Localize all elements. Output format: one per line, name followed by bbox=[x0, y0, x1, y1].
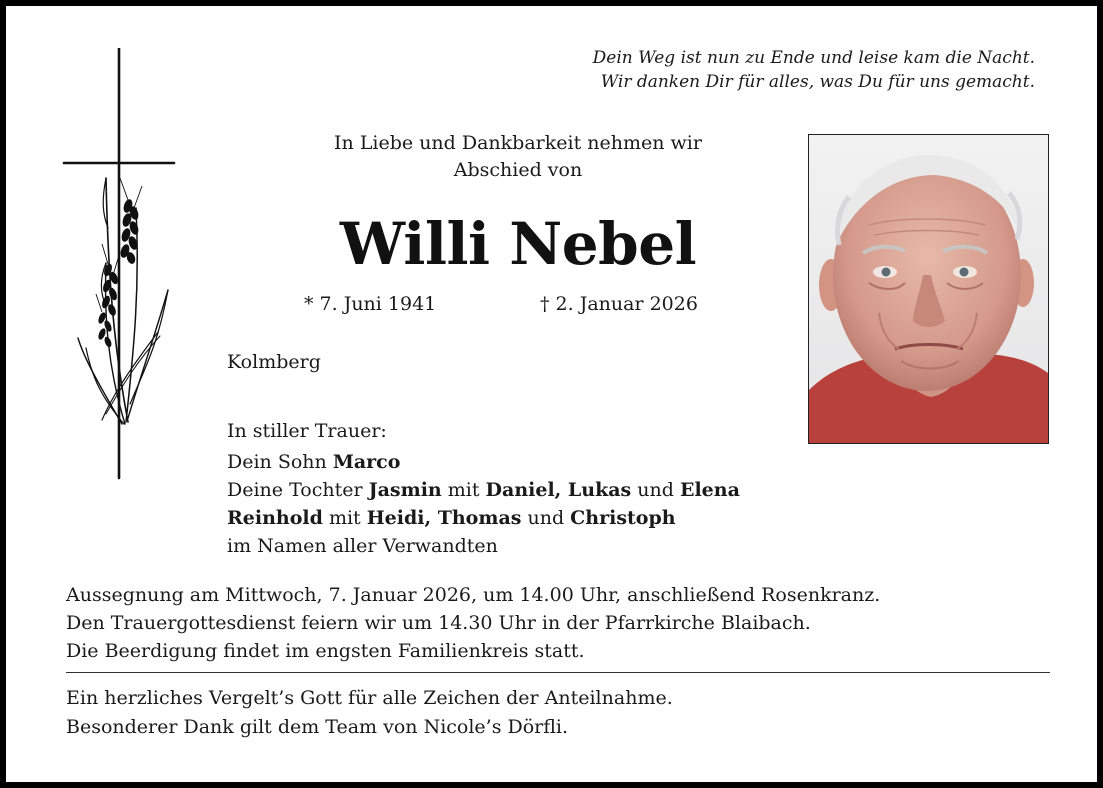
mourners-list bbox=[227, 448, 740, 560]
mourner-text: Deine Tochter bbox=[227, 479, 369, 501]
mourner-text: mit bbox=[441, 479, 486, 501]
mourners-heading: In stiller Trauer: bbox=[227, 420, 387, 442]
service-line: Die Beerdigung findet im engsten Familienkreis statt. bbox=[66, 640, 585, 662]
verse-line: Dein Weg ist nun zu Ende und leise kam die Nacht. bbox=[592, 48, 1035, 68]
divider bbox=[66, 672, 1050, 673]
mourner-line bbox=[227, 504, 740, 532]
cross-with-wheat-icon bbox=[62, 48, 178, 480]
mourner-name: Jasmin bbox=[368, 479, 442, 501]
mourner-name: Daniel, Lukas bbox=[485, 479, 632, 501]
intro-text bbox=[218, 130, 818, 184]
service-info bbox=[66, 581, 880, 665]
thanks-line: Besonderer Dank gilt dem Team von Nicole’s Dörfli. bbox=[66, 716, 569, 738]
service-line: Aussegnung am Mittwoch, 7. Januar 2026, um 14.00 Uhr, anschließend Rosenkranz. bbox=[66, 584, 881, 606]
mourner-text: Dein Sohn bbox=[227, 451, 333, 473]
thanks-line: Ein herzliches Vergelt’s Gott für alle Zeichen der Anteilnahme. bbox=[66, 687, 673, 709]
mourner-text: mit bbox=[322, 507, 367, 529]
portrait-photo bbox=[808, 134, 1049, 444]
thanks-text bbox=[66, 684, 673, 742]
verse-line: Wir danken Dir für alles, was Du für uns gemacht. bbox=[600, 72, 1035, 92]
deceased-name: Willi Nebel bbox=[339, 210, 697, 278]
mourner-name: Marco bbox=[332, 451, 401, 473]
intro-line: Abschied von bbox=[453, 159, 583, 181]
mourner-name: Reinhold bbox=[227, 507, 323, 529]
mourner-name: Elena bbox=[679, 479, 740, 501]
verse bbox=[593, 46, 1035, 94]
intro-line: In Liebe und Dankbarkeit nehmen wir bbox=[334, 132, 702, 154]
birth-date: * 7. Juni 1941 bbox=[304, 293, 437, 315]
mourner-line bbox=[227, 448, 740, 476]
service-line: Den Trauergottesdienst feiern wir um 14.30 Uhr in der Pfarrkirche Blaibach. bbox=[66, 612, 811, 634]
mourner-line: im Namen aller Verwandten bbox=[227, 535, 498, 557]
mourner-text: und bbox=[521, 507, 571, 529]
hometown: Kolmberg bbox=[227, 351, 321, 373]
mourner-name: Christoph bbox=[570, 507, 676, 529]
mourner-line bbox=[227, 476, 740, 504]
mourner-name: Heidi, Thomas bbox=[366, 507, 522, 529]
portrait-illustration bbox=[809, 135, 1048, 443]
mourner-text: und bbox=[631, 479, 680, 501]
death-date: † 2. Januar 2026 bbox=[540, 293, 698, 315]
